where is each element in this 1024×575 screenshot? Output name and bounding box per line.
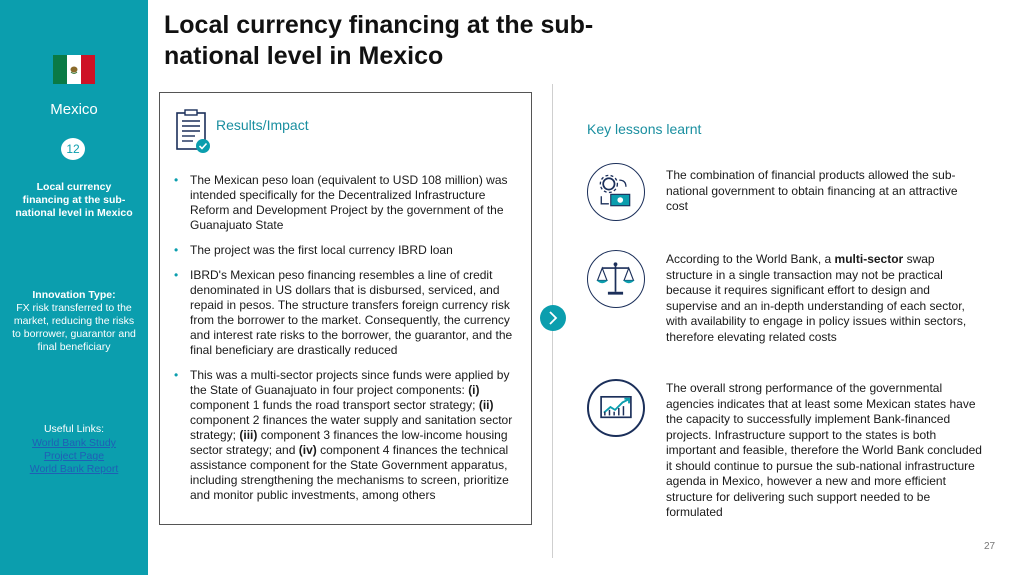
clipboard-check-icon (175, 109, 211, 155)
lessons-heading: Key lessons learnt (587, 121, 702, 137)
text-segment: IBRD's Mexican peso financing resembles a line of credit denominated in US dollars that is disbursed, serviced, and repaid in pesos. The structure transfers foreign currency risk from the borrower to the market. Consequently, the currency and interest rate risks to the borrower, the guarantor, and the final beneficiary are drastically reduced (190, 268, 513, 357)
page-number: 27 (984, 541, 996, 552)
chevron-right-icon (540, 305, 566, 331)
lesson-text-1 (666, 168, 981, 215)
text-segment: The combination of financial products allowed the sub-national government to obtain financing at an attractive cost (666, 168, 958, 213)
growth-chart-icon (587, 379, 645, 437)
lesson-text-2 (666, 252, 984, 345)
result-bullet (170, 243, 528, 258)
result-bullet (170, 268, 528, 358)
bold-text-segment: (iv) (298, 443, 317, 457)
bold-text-segment: (ii) (478, 398, 494, 412)
mexico-flag-icon (53, 55, 95, 84)
results-heading: Results/Impact (216, 117, 309, 133)
useful-links-label: Useful Links: (43, 423, 105, 435)
innovation-label: Innovation Type: (32, 289, 116, 301)
balance-scale-icon (587, 250, 645, 308)
text-segment: component 3 finances the low-income housing sector strategy; and (190, 428, 508, 457)
page-title: Local currency financing at the sub-national level in Mexico (164, 11, 594, 70)
link-world-bank-study[interactable]: World Bank Study (32, 437, 116, 449)
text-segment: component 2 finances the water supply and sanitation sector strategy; (190, 413, 513, 442)
text-segment: The overall strong performance of the governmental agencies indicates that at least some Mexican states have the capacity to successfully implement Bank-financed projects. Infrastructure support to the states is both important and feasible, therefore the World Bank concluded it should continue to pursue the sub-national infrastructure agenda in Mexico, however a new and more efficient structure for delivering such support needed to be formulated (666, 381, 982, 519)
innovation-type (10, 289, 138, 354)
bold-text-segment: (i) (468, 383, 480, 397)
lesson-text-3 (666, 381, 984, 521)
case-number-badge: 12 (61, 138, 85, 160)
text-segment: According to the World Bank, a (666, 252, 835, 266)
text-segment: component 4 finances the technical assistance component for the State Government apparatus, including strengthening the mechanisms to screen, prioritize and monitor public investments, among others (190, 443, 509, 502)
bold-text-segment: (iii) (239, 428, 258, 442)
text-segment: component 1 funds the road transport sector strategy; (190, 398, 479, 412)
text-segment: swap structure in a single transaction may not be practical because it requires significant effort to design and supervise and an in-depth understanding of each sector, with availability to engage in policy issues within sectors, therefore elevating related costs (666, 252, 967, 344)
innovation-text: FX risk transferred to the market, reducing the risks to borrower, guarantor and final beneficiary (12, 302, 136, 353)
text-segment: The Mexican peso loan (equivalent to USD 108 million) was intended specifically for the Decentralized Infrastructure Reform and Development Project by the government of the Guanajuato State (190, 173, 508, 232)
text-segment: This was a multi-sector projects since funds were applied by the State of Guanajuato in four project components: (190, 368, 510, 397)
bold-text-segment: multi-sector (834, 252, 904, 266)
result-bullet (170, 368, 528, 503)
country-name: Mexico (50, 101, 98, 118)
sidebar (0, 0, 148, 575)
results-card (159, 92, 532, 525)
gear-money-icon (587, 163, 645, 221)
link-world-bank-report[interactable]: World Bank Report (29, 463, 119, 475)
useful-links (10, 423, 138, 476)
text-segment: The project was the first local currency IBRD loan (190, 243, 453, 257)
link-project-page[interactable]: Project Page (43, 450, 105, 462)
sidebar-case-title: Local currency financing at the sub-national level in Mexico (15, 181, 133, 219)
results-list (170, 173, 528, 513)
result-bullet (170, 173, 528, 233)
